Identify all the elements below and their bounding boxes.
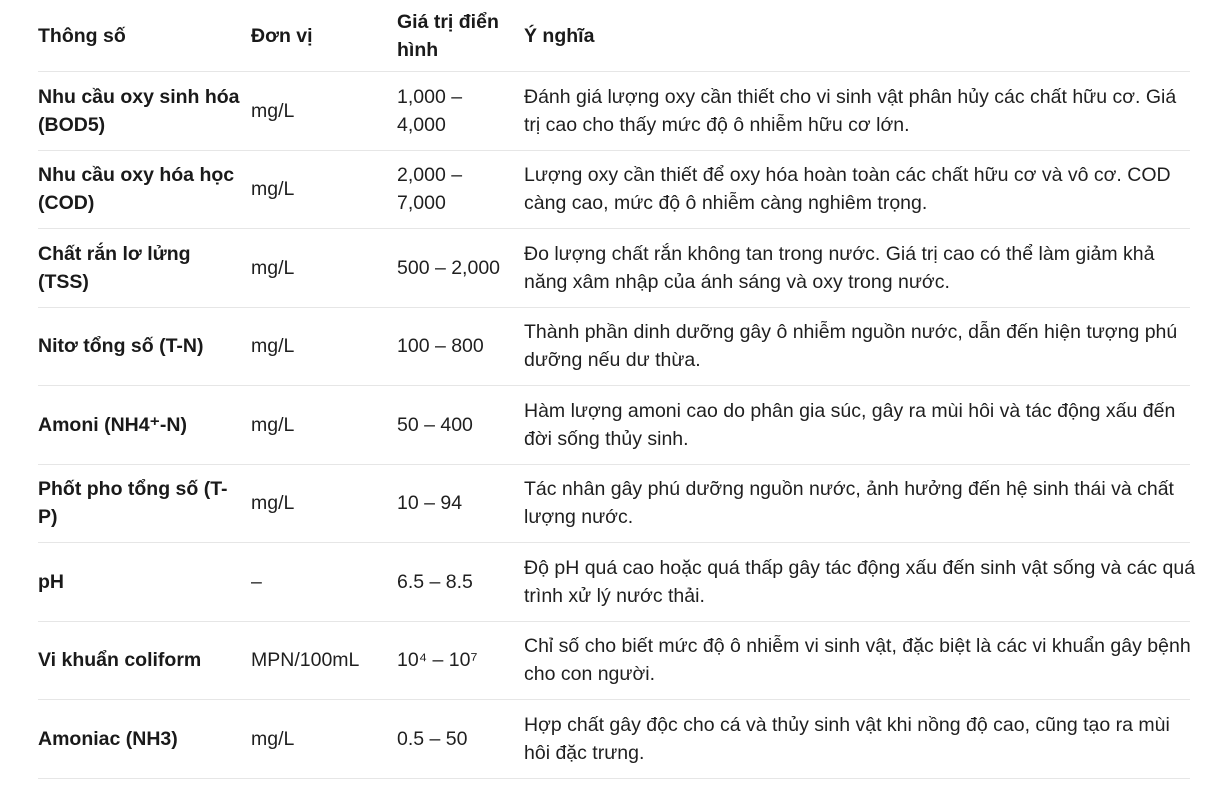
table-row xyxy=(38,386,1190,465)
unit-cell: – xyxy=(251,570,262,593)
table-row xyxy=(38,465,1190,544)
value-cell: 1,000 – 4,000 xyxy=(397,85,463,136)
parameter-cell: Chất rắn lơ lửng (TSS) xyxy=(38,242,191,293)
value-cell: 10⁴ – 10⁷ xyxy=(397,649,478,672)
meaning-cell: Hợp chất gây độc cho cá và thủy sinh vật khi nồng độ cao, cũng tạo ra mùi hôi đặc trưng. xyxy=(524,713,1170,764)
value-cell: 6.5 – 8.5 xyxy=(397,570,473,593)
header-typical-value: Giá trị điển hình xyxy=(397,10,499,61)
unit-cell: mg/L xyxy=(251,335,295,358)
parameter-cell: Vi khuẩn coliform xyxy=(38,649,202,672)
meaning-cell: Đo lượng chất rắn không tan trong nước. Giá trị cao có thể làm giảm khả năng xâm nhập của ánh sáng và oxy trong nước. xyxy=(524,242,1155,293)
parameter-cell: Amoniac (NH3) xyxy=(38,727,178,750)
header-meaning: Ý nghĩa xyxy=(524,24,595,47)
header-unit: Đơn vị xyxy=(251,24,313,47)
parameters-table xyxy=(38,0,1196,779)
table-row xyxy=(38,72,1190,151)
parameter-cell: Nhu cầu oxy sinh hóa (BOD5) xyxy=(38,85,240,136)
value-cell: 500 – 2,000 xyxy=(397,256,501,279)
parameter-cell: Nhu cầu oxy hóa học (COD) xyxy=(38,164,235,215)
meaning-cell: Thành phần dinh dưỡng gây ô nhiễm nguồn nước, dẫn đến hiện tượng phú dưỡng nếu dư thừa. xyxy=(524,321,1178,372)
parameter-cell: Amoni (NH4⁺-N) xyxy=(38,413,187,436)
value-cell: 10 – 94 xyxy=(397,492,463,515)
meaning-cell: Đánh giá lượng oxy cần thiết cho vi sinh vật phân hủy các chất hữu cơ. Giá trị cao cho thấy mức độ ô nhiễm hữu cơ lớn. xyxy=(524,85,1177,136)
value-cell: 2,000 – 7,000 xyxy=(397,164,463,215)
table-header-row xyxy=(38,0,1190,72)
value-cell: 50 – 400 xyxy=(397,413,473,436)
table-row xyxy=(38,229,1190,308)
header-parameter: Thông số xyxy=(38,24,126,47)
value-cell: 100 – 800 xyxy=(397,335,484,358)
parameter-cell: pH xyxy=(38,570,64,593)
unit-cell: mg/L xyxy=(251,727,295,750)
table-row xyxy=(38,151,1190,230)
parameter-cell: Nitơ tổng số (T-N) xyxy=(38,335,204,358)
value-cell: 0.5 – 50 xyxy=(397,727,468,750)
unit-cell: mg/L xyxy=(251,99,295,122)
parameter-cell: Phốt pho tổng số (T-P) xyxy=(38,478,228,529)
table-row xyxy=(38,543,1196,622)
unit-cell: MPN/100mL xyxy=(251,649,360,672)
unit-cell: mg/L xyxy=(251,178,295,201)
meaning-cell: Chỉ số cho biết mức độ ô nhiễm vi sinh vật, đặc biệt là các vi khuẩn gây bệnh cho con người. xyxy=(524,635,1191,686)
table-row xyxy=(38,308,1190,387)
meaning-cell: Hàm lượng amoni cao do phân gia súc, gây ra mùi hôi và tác động xấu đến đời sống thủy sinh. xyxy=(524,399,1176,450)
table-row xyxy=(38,622,1190,701)
meaning-cell: Tác nhân gây phú dưỡng nguồn nước, ảnh hưởng đến hệ sinh thái và chất lượng nước. xyxy=(524,478,1174,529)
meaning-cell: Lượng oxy cần thiết để oxy hóa hoàn toàn các chất hữu cơ và vô cơ. COD càng cao, mức độ ô nhiễm càng nghiêm trọng. xyxy=(524,164,1171,215)
meaning-cell: Độ pH quá cao hoặc quá thấp gây tác động xấu đến sinh vật sống và các quá trình xử lý nước thải. xyxy=(524,556,1196,607)
unit-cell: mg/L xyxy=(251,256,295,279)
unit-cell: mg/L xyxy=(251,413,295,436)
table-row xyxy=(38,700,1190,779)
unit-cell: mg/L xyxy=(251,492,295,515)
